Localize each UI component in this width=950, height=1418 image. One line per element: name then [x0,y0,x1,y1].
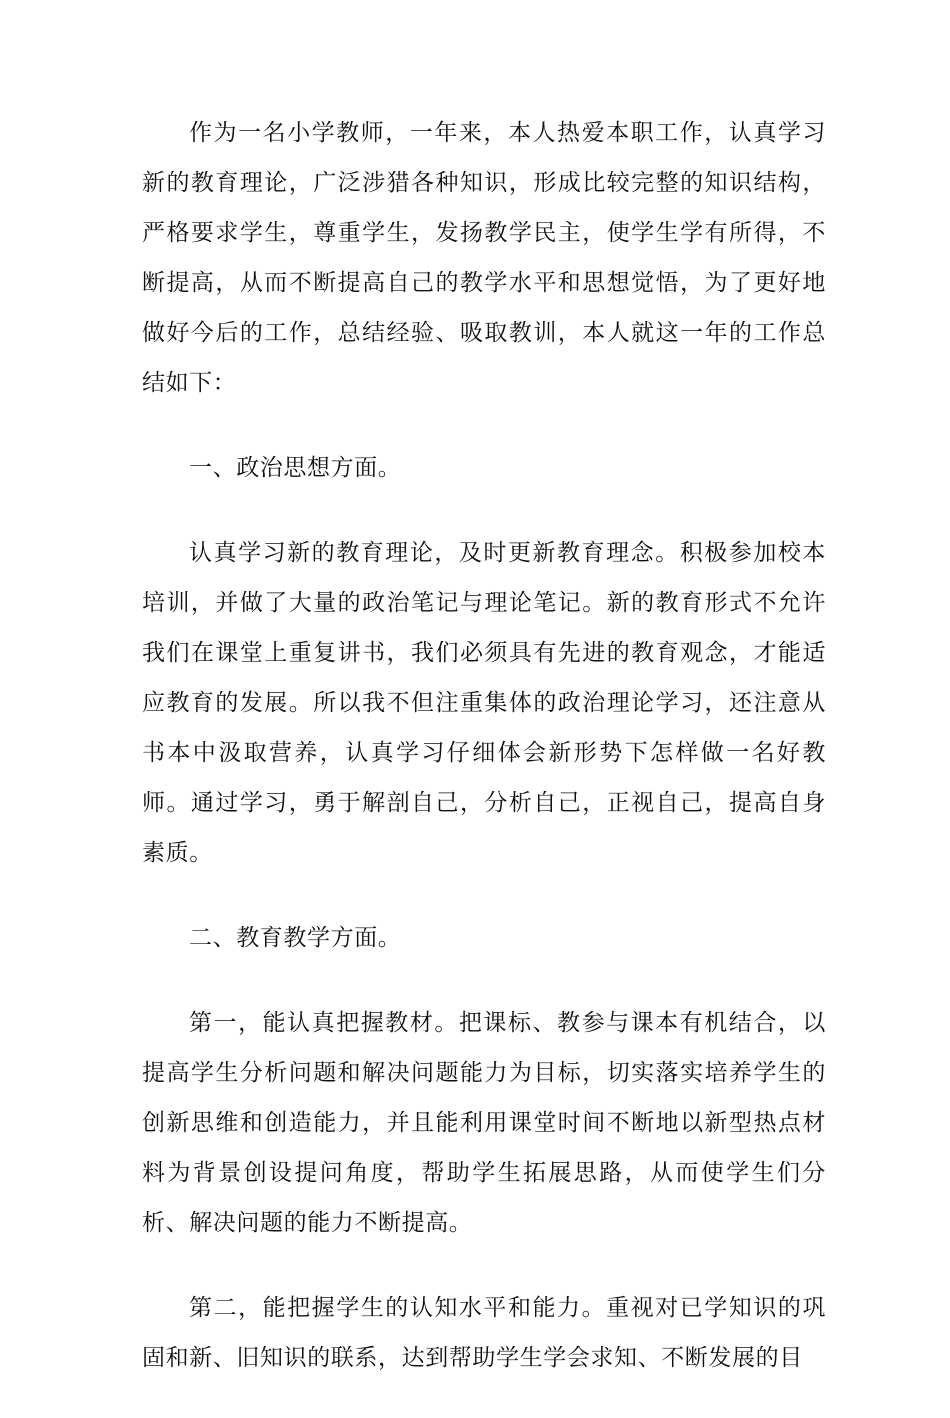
political-paragraph: 认真学习新的教育理论，及时更新教育理念。积极参加校本培训，并做了大量的政治笔记与理论笔记。新的教育形式不允许我们在课堂上重复讲书，我们必须具有先进的教育观念，才能适应教育的发展。所以我不但注重集体的政治理论学习，还注意从书本中汲取营养，认真学习仔细体会新形势下怎样做一名好教师。通过学习，勇于解剖自己，分析自己，正视自己，提高自身素质。 [142,540,826,866]
intro-paragraph: 作为一名小学教师，一年来，本人热爱本职工作，认真学习新的教育理论，广泛涉猎各种知识，形成比较完整的知识结构，严格要求学生，尊重学生，发扬教学民主，使学生学有所得，不断提高，从而不断提高自己的教学水平和思想觉悟，为了更好地做好今后的工作，总结经验、吸取教训，本人就这一年的工作总结如下： [142,120,826,396]
section-heading-political: 一、政治思想方面。 [189,455,402,481]
teaching-paragraph-first: 第一，能认真把握教材。把课标、教参与课本有机结合，以提高学生分析问题和解决问题能力为目标，切实落实培养学生的创新思维和创造能力，并且能利用课堂时间不断地以新型热点材料为背景创设提问角度，帮助学生拓展思路，从而使学生们分析、解决问题的能力不断提高。 [142,1010,826,1236]
teaching-paragraph-second: 第二，能把握学生的认知水平和能力。重视对已学知识的巩固和新、旧知识的联系，达到帮助学生学会求知、不断发展的目 [142,1295,826,1371]
section-heading-teaching: 二、教育教学方面。 [189,925,402,951]
document-body [142,108,826,1418]
